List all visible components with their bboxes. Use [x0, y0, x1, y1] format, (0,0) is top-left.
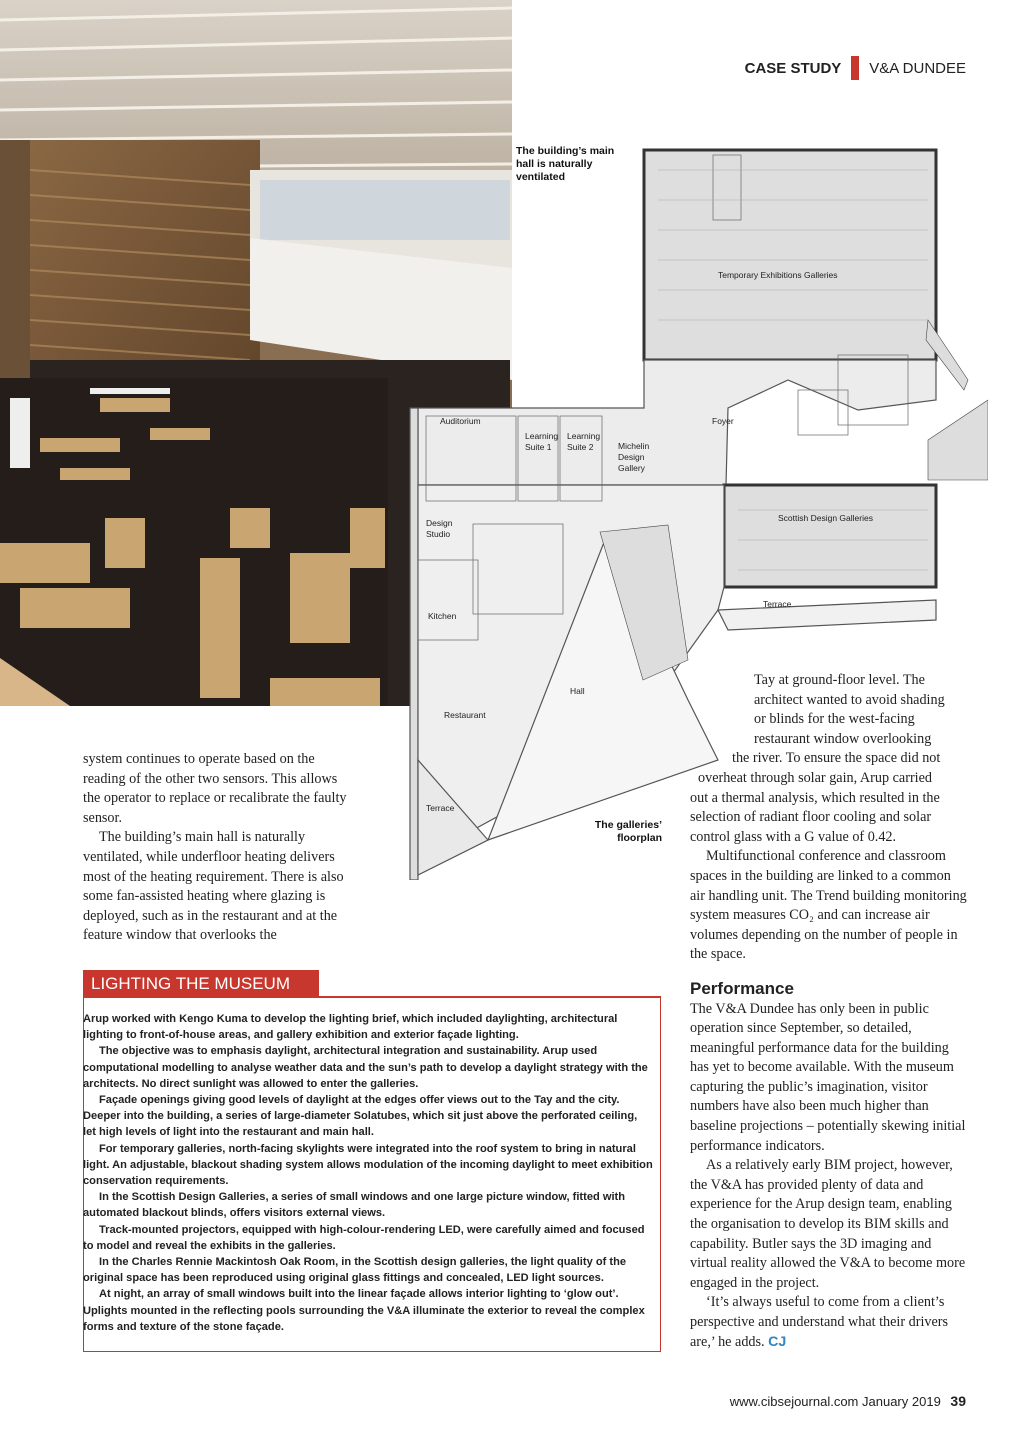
- right-column: [690, 671, 968, 1352]
- right-line-4: restaurant window overlooking: [754, 730, 932, 747]
- lighting-paragraph-6: Track-mounted projectors, equipped with high-colour-rendering LED, were carefully aimed and focused to model and reveal the exhibits in the galleries.: [83, 1223, 645, 1252]
- left-paragraph-1: system continues to operate based on the reading of the other two sensors. This allows the operator to replace or recalibrate the faulty sensor.: [83, 751, 347, 826]
- room-temporary-galleries: Temporary Exhibitions Galleries: [718, 270, 838, 280]
- room-hall: Hall: [570, 686, 585, 696]
- section-label: CASE STUDY: [744, 59, 842, 77]
- left-column: [83, 750, 355, 946]
- exhibit-tables-illustration: [0, 378, 388, 706]
- section-header: [745, 56, 966, 80]
- room-michelin-line1: Michelin: [618, 441, 650, 451]
- right-line-3: or blinds for the west-facing: [754, 711, 915, 728]
- main-hall-floor: [0, 378, 388, 706]
- page-footer: [730, 1393, 966, 1409]
- room-learning-suite-1-line1: Learning: [525, 431, 559, 441]
- right-line-6: overheat through solar gain, Arup carried: [698, 769, 933, 786]
- room-learning-suite-1: [525, 431, 558, 453]
- topic-label: V&A DUNDEE: [869, 59, 966, 77]
- room-michelin-line3: Gallery: [618, 463, 645, 473]
- room-learning-suite-2-line2: Suite 2: [567, 442, 594, 452]
- room-learning-suite-2: [567, 431, 600, 453]
- floorplan-caption: The galleries’ floorplan: [594, 819, 662, 844]
- room-foyer: Foyer: [712, 416, 734, 426]
- header-divider: [851, 56, 859, 80]
- room-design-studio-line1: Design: [426, 518, 453, 528]
- right-line-2: architect wanted to avoid shading: [754, 691, 945, 708]
- lighting-paragraph-1: Arup worked with Kengo Kuma to develop the lighting brief, which included daylighting, architectural lighting to front-of-house areas, and gallery exhibition and exterior façade lighting.: [83, 1013, 618, 1042]
- right-paragraph-1-rest: out a thermal analysis, which resulted in the selection of radiant floor cooling and solar control glass with a G value of 0.42.: [690, 789, 940, 845]
- left-paragraph-2: The building’s main hall is naturally ventilated, while underfloor heating delivers most of the heating requirement. There is also some fan-assisted heating where glazing is deployed, such as in the restaurant and at the feature window that overlooks the: [83, 829, 344, 944]
- lighting-heading: LIGHTING THE MUSEUM: [83, 970, 319, 998]
- footer-date: January 2019: [862, 1394, 941, 1409]
- room-learning-suite-2-line1: Learning: [567, 431, 601, 441]
- room-learning-suite-1-line2: Suite 1: [525, 442, 552, 452]
- room-terrace-right: Terrace: [763, 599, 792, 609]
- photo-caption: The building’s main hall is naturally ventilated: [516, 145, 615, 183]
- room-scottish-galleries: Scottish Design Galleries: [778, 513, 873, 523]
- room-design-studio-line2: Studio: [426, 529, 451, 539]
- lighting-paragraph-7: In the Charles Rennie Mackintosh Oak Room, in the Scottish design galleries, the light quality of the original space has been reproduced using original glass fittings and concealed, LED light sources.: [83, 1256, 627, 1285]
- right-paragraph-4: As a relatively early BIM project, however, the V&A has provided plenty of data and experience for the Arup design team, enabling the organisation to develop its BIM skills and capability. Butler says the 3D imaging and virtual reality allowed the V&A to become more engaged in the project.: [690, 1157, 966, 1291]
- lighting-paragraph-8: At night, an array of small windows built into the linear façade allows interior lighting to ‘glow out’. Uplights mounted in the reflecting pools surrounding the V&A illuminate the exterior to reveal the complex forms and texture of the stone façade.: [83, 1288, 645, 1333]
- room-michelin-gallery: [618, 441, 649, 474]
- right-paragraph-2: Multifunctional conference and classroom spaces in the building are linked to a common air handling unit. The Trend building monitoring system measures CO₂ and can increase air volumes depending on the number of people in the space.: [690, 848, 967, 963]
- right-paragraph-5: [690, 1293, 968, 1352]
- page-number: 39: [950, 1393, 966, 1409]
- room-restaurant: Restaurant: [444, 710, 486, 720]
- footer-site: www.cibsejournal.com: [729, 1394, 859, 1409]
- lighting-paragraph-5: In the Scottish Design Galleries, a series of small windows and one large picture window, fitted with automated blackout blinds, offers visitors external views.: [83, 1191, 626, 1220]
- right-line-5: the river. To ensure the space did not: [732, 750, 941, 767]
- lighting-paragraph-2: The objective was to emphasis daylight, architectural integration and sustainability. Arup used computational modelling to analyse weather data and the sun’s path to develop a daylight strategy with the architects. No direct sunlight was allowed to enter the galleries.: [83, 1045, 648, 1090]
- room-design-studio: [426, 518, 452, 540]
- room-michelin-line2: Design: [618, 452, 645, 462]
- lighting-text: [83, 1011, 653, 1335]
- right-paragraph-3: The V&A Dundee has only been in public operation since September, so detailed, meaningful performance data for the building has yet to become available. With the museum capturing the public’s imagination, visitor numbers have also been much higher than baseline projections – potentially skewing initial performance indicators.: [690, 1000, 966, 1154]
- room-terrace-left: Terrace: [426, 803, 455, 813]
- closing-quote: ‘It’s always useful to come from a client’s perspective and understand what their drivers are,’ he adds.: [690, 1294, 949, 1350]
- room-auditorium: Auditorium: [440, 416, 481, 426]
- performance-heading: Performance: [690, 978, 794, 998]
- lighting-paragraph-4: For temporary galleries, north-facing skylights were integrated into the roof system to bring in natural light. An adjustable, blackout shading system allows modulation of the incoming daylight to meet exhibition conservation requirements.: [83, 1142, 653, 1188]
- right-line-1: Tay at ground-floor level. The: [754, 672, 925, 688]
- lighting-paragraph-3: Façade openings giving good levels of daylight at the edges offer views out to the Tay and the city. Deeper into the building, a series of large-diameter Solatubes, which sit just above the perforated ceiling, let high levels of light into the restaurant and main hall.: [83, 1094, 638, 1139]
- author-initials: CJ: [768, 1333, 787, 1350]
- room-kitchen: Kitchen: [428, 611, 457, 621]
